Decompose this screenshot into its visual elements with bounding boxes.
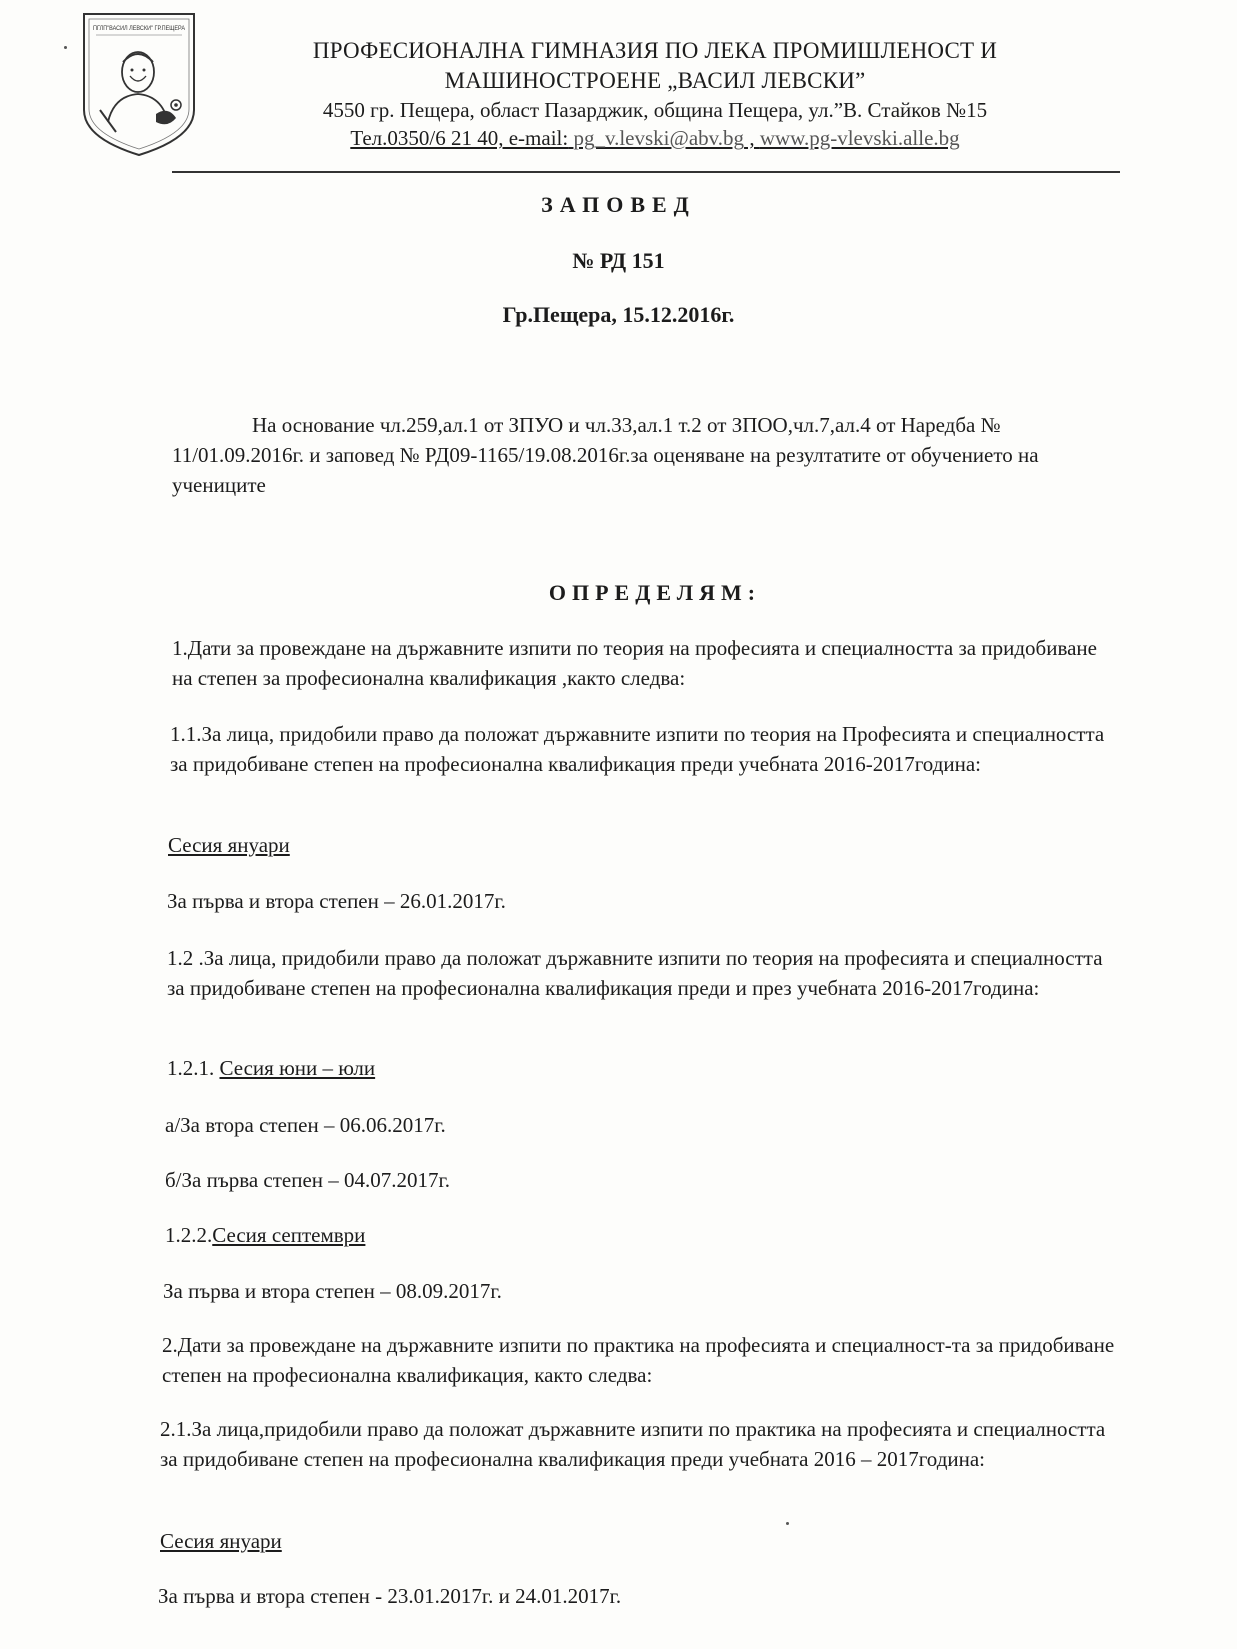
header-divider xyxy=(172,171,1120,173)
paragraph-1: 1.Дати за провеждане на държавните изпити по теория на професията и специалността за придобиване на степен за професионална квалификация ,както следва: xyxy=(172,636,1097,690)
school-crest-logo xyxy=(80,10,198,158)
letterhead xyxy=(250,36,1060,152)
contact-separator: , xyxy=(744,126,760,150)
scan-speck xyxy=(64,46,67,49)
phone-text: Тел.0350/6 21 40, e-mail: xyxy=(350,126,569,150)
session-january-date-2: За първа и втора степен - 23.01.2017г. и 24.01.2017г. xyxy=(158,1584,622,1608)
order-number: № РД 151 xyxy=(572,248,665,273)
paragraph-1-2-1 xyxy=(167,1053,375,1083)
paragraph-1-2-2 xyxy=(165,1220,365,1250)
order-place-date: Гр.Пещера, 15.12.2016г. xyxy=(502,302,735,327)
order-title: ЗАПОВЕД xyxy=(541,192,696,217)
session-september-heading: Сесия септември xyxy=(212,1223,366,1247)
school-name-line-1: ПРОФЕСИОНАЛНА ГИМНАЗИЯ ПО ЛЕКА ПРОМИШЛЕНОСТ И xyxy=(312,38,998,63)
session-january-heading-2: Сесия януари xyxy=(160,1529,282,1553)
paragraph-1-1: 1.1.За лица, придобили право да положат държавните изпити по теория на Професията и специалността за придобиване степен на професионална квалификация преди учебната 2016-2017година: xyxy=(170,722,1105,776)
session-september-date: За първа и втора степен – 08.09.2017г. xyxy=(163,1279,502,1303)
session-june-july-heading: Сесия юни – юли xyxy=(219,1056,376,1080)
paragraph-2-1: 2.1.За лица,придобили право да положат държавните изпити по практика на професията и специалността за придобиване степен на професионална квалификация преди учебната 2016 – 2017година: xyxy=(160,1417,1106,1471)
website-link[interactable]: www.pg-vlevski.alle.bg xyxy=(759,126,960,150)
school-name-line-2: МАШИНОСТРОЕНЕ „ВАСИЛ ЛЕВСКИ” xyxy=(444,68,866,93)
paragraph-1-2-2-number: 1.2.2. xyxy=(165,1223,213,1247)
school-address: 4550 гр. Пещера, област Пазарджик, община Пещера, ул.”В. Стайков №15 xyxy=(322,98,988,122)
crest-label: ПГЛП"ВАСИЛ ЛЕВСКИ" ГР.ПЕЩЕРА xyxy=(93,25,186,32)
school-contacts xyxy=(250,124,1060,152)
paragraph-1-2: 1.2 .За лица, придобили право да положат държавните изпити по теория на професията и специалността за придобиване степен на професионална квалификация преди и през учебната 2016-2017година: xyxy=(167,946,1103,1000)
second-degree-date: а/За втора степен – 06.06.2017г. xyxy=(165,1113,446,1137)
email-link[interactable]: pg_v.levski@abv.bg xyxy=(573,126,745,150)
paragraph-2: 2.Дати за провеждане на държавните изпити по практика на професията и специалност-та за придобиване степен на професионална квалификация, както следва: xyxy=(162,1333,1115,1387)
preamble-paragraph xyxy=(172,410,1127,500)
first-degree-date: б/За първа степен – 04.07.2017г. xyxy=(165,1168,451,1192)
decree-heading: ОПРЕДЕЛЯМ: xyxy=(548,580,762,605)
scan-speck xyxy=(786,1522,789,1525)
session-january-date: За първа и втора степен – 26.01.2017г. xyxy=(167,889,506,913)
preamble-text: На основание чл.259,ал.1 от ЗПУО и чл.33,ал.1 т.2 от ЗПОО,чл.7,ал.4 от Наредба № 11/01.09.2016г. и заповед № РД09-1165/19.08.2016г.за оценяване на резултатите от обучението на учениците xyxy=(172,413,1039,497)
paragraph-1-2-1-number: 1.2.1. xyxy=(167,1056,220,1080)
session-january-heading: Сесия януари xyxy=(168,833,290,857)
